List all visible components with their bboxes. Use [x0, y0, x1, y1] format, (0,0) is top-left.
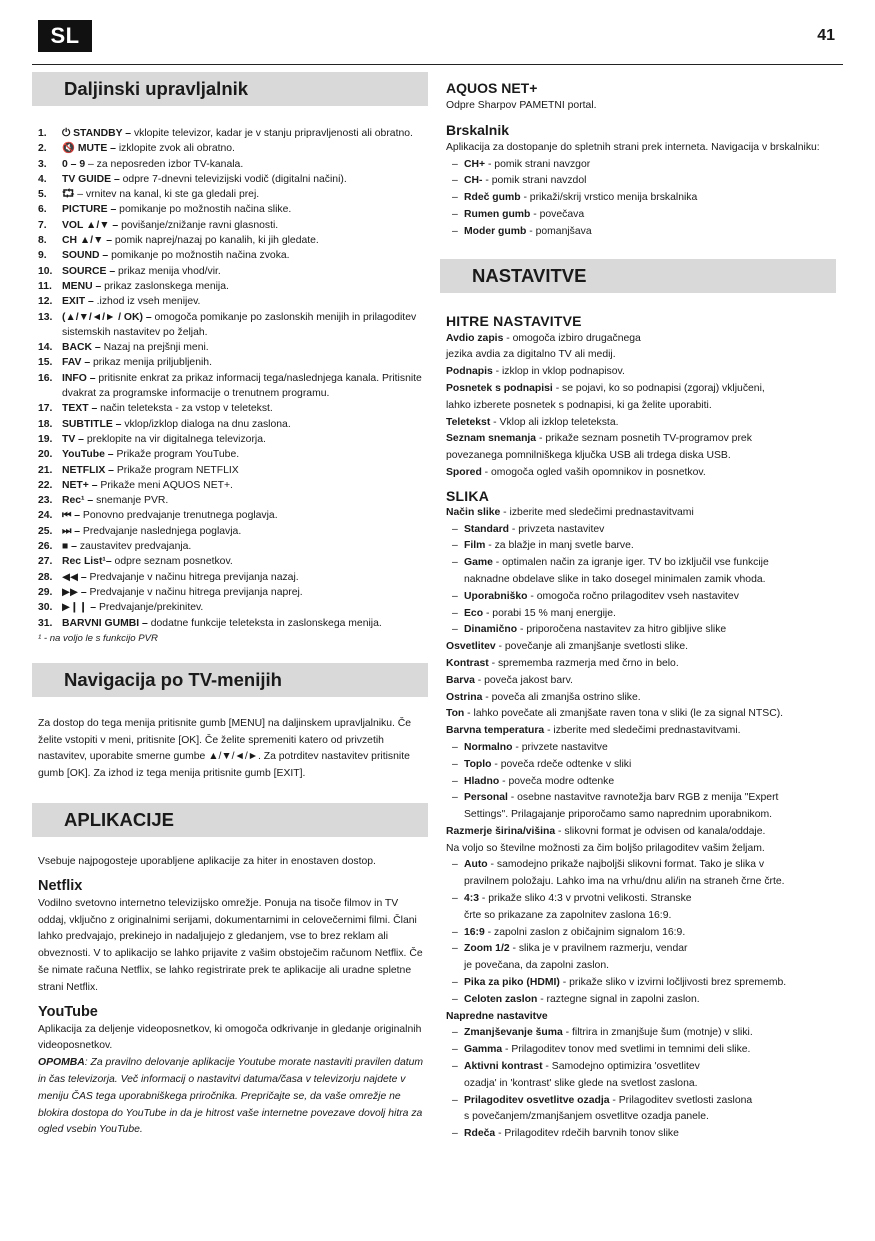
quick-setting-cont: lahko izberete posnetek s podnapisi, ki ga želite uporabiti. [446, 399, 712, 411]
remote-key-name: (▲/▼/◄/► / OK) – [62, 311, 152, 323]
picture-setting-desc: - sprememba razmerja med črno in belo. [488, 657, 679, 669]
remote-key-name: PICTURE – [62, 204, 117, 216]
item-number: 24. [38, 510, 53, 522]
remote-key-name: BARVNI GUMBI – [62, 617, 148, 629]
remote-key-icon: ⏮ [62, 510, 72, 522]
remote-key-name: MUTE – [74, 143, 116, 155]
quick-settings-heading: HITRE NASTAVITVE [446, 312, 582, 329]
picture-mode-key: Game [464, 557, 493, 569]
remote-key-name: SOUND – [62, 250, 109, 262]
color-temp [446, 740, 836, 757]
remote-item [38, 570, 428, 585]
picture-mode [446, 622, 836, 639]
aspect-line [440, 824, 836, 841]
apps-intro: Vsebuje najpogosteje uporabljene aplikacije za hiter in enostaven dostop. [38, 855, 376, 867]
item-number: 2. [38, 143, 47, 155]
advanced-option-key: Rdeča [464, 1128, 496, 1140]
remote-key-icon: ⮔ [62, 189, 75, 201]
remote-key-name: TEXT – [62, 403, 98, 415]
remote-key-desc: dodatne funkcije teleteksta in zaslonskega menija. [147, 617, 382, 629]
quick-setting-key: Avdio zapis [446, 332, 504, 344]
quick-setting [440, 415, 836, 432]
aspect-option-desc: - samodejno prikaže najboljši slikovni format. Tako je slika v [487, 859, 765, 871]
browser-controls-list [440, 157, 836, 241]
remote-key-name: FAV – [62, 357, 91, 369]
remote-key-name: NETFLIX – [62, 464, 114, 476]
color-temp-desc: - poveča modre odtenke [499, 775, 615, 787]
advanced-option-desc: - filtrira in zmanjšuje šum (motnje) v sliki. [562, 1027, 753, 1039]
quick-setting [440, 431, 836, 448]
quick-settings-list [440, 331, 836, 482]
remote-key-desc: odpre seznam posnetkov. [111, 556, 233, 568]
remote-key-desc: preklopite na vir digitalnega televizorja. [83, 433, 266, 445]
remote-item [38, 447, 428, 462]
remote-key-icon: ▶▶ [62, 586, 78, 598]
youtube-heading: YouTube [38, 1003, 98, 1020]
advanced-option-cont: s povečanjem/zmanjšanjem osvetlitve ozadja panele. [464, 1111, 709, 1123]
header-rule [32, 64, 843, 65]
item-number: 9. [38, 250, 47, 262]
picture-mode [446, 589, 836, 606]
aspect-option-key: Auto [464, 859, 488, 871]
picture-setting-desc: - povečanje ali zmanjšanje svetlosti slike. [495, 641, 688, 653]
advanced-option-desc: - Prilagoditev tonov med svetlimi in temnimi deli slike. [502, 1044, 751, 1056]
browser-item-desc: - pomik strani navzdol [482, 175, 587, 187]
left-column [32, 72, 428, 1139]
remote-item [38, 401, 428, 416]
picture-setting-desc: - poveča jakost barv. [474, 674, 573, 686]
browser-item-key: Moder gumb [464, 225, 527, 237]
color-temp [446, 757, 836, 774]
item-number: 13. [38, 311, 53, 323]
remote-key-desc: vklopite televizor, kadar je v stanju pripravljenosti ali obratno. [131, 128, 413, 139]
remote-key-desc: Nazaj na prejšnji meni. [100, 342, 209, 354]
aspect-option-desc: - slika je v pravilnem razmerju, vendar [509, 943, 688, 955]
picture-setting [440, 656, 836, 673]
quick-setting-desc: - Vklop ali izklop teleteksta. [490, 416, 619, 428]
aquos-heading: AQUOS NET+ [446, 80, 538, 96]
color-temp-desc: - poveča rdeče odtenke v sliki [491, 758, 632, 770]
remote-key-name: 0 – 9 [62, 158, 86, 170]
browser-item [446, 207, 836, 224]
picture-setting [440, 723, 836, 740]
advanced-option [446, 1093, 836, 1110]
remote-key-name: VOL ▲/▼ – [62, 219, 119, 231]
picture-setting-key: Ton [446, 708, 465, 720]
remote-item [38, 141, 428, 156]
item-number: 7. [38, 219, 47, 231]
item-number: 10. [38, 265, 53, 277]
aspect-option-desc: - prikaže sliko 4:3 v prvotni velikosti. Stranske [479, 893, 692, 905]
remote-key-desc: pomik naprej/nazaj po kanalih, ki jih gledate. [112, 235, 319, 247]
item-number: 4. [38, 173, 47, 185]
picture-mode [446, 555, 836, 572]
picture-mode-desc: - porabi 15 % manj energije. [483, 607, 616, 619]
page-number: 41 [817, 27, 835, 44]
remote-key-name: – [68, 541, 77, 553]
item-number: 31. [38, 617, 53, 629]
color-temp-desc: - osebne nastavitve ravnotežja barv RGB z menija "Expert [507, 792, 779, 804]
advanced-option-key: Zmanjševanje šuma [464, 1027, 563, 1039]
color-temp-key: Toplo [464, 758, 492, 770]
remote-key-icon: ◀◀ [62, 571, 78, 583]
netflix-heading: Netflix [38, 877, 83, 894]
quick-setting-key: Spored [446, 466, 482, 478]
color-temp-list [440, 740, 836, 824]
remote-item [38, 600, 428, 615]
picture-adjust-list [440, 639, 836, 740]
remote-item [38, 508, 428, 523]
netflix-text: Vodilno svetovno internetno televizijsko omrežje. Ponuja na tisoče filmov in TV oddaj, vključno z originalnimi serijami, dokumentarnimi in celovečernimi filmi. Člani lahko predvajajo, prekinejo in nadaljujejo z gledanjem, vse to brez reklam ali obveznosti. V to aplikacijo se lahko prijavite z vašim obstoječim računom Netflix. Če še nimate računa Netflix, se lahko registrirate prek te aplikacije ali uradne spletne strani Netflix. [38, 897, 423, 993]
remote-key-desc: prikaz zaslonskega menija. [101, 280, 229, 292]
picture-setting [440, 706, 836, 723]
remote-key-desc: omogoča pomikanje po zaslonskih menijih in prilagoditev sistemskih nastavitev po željah. [62, 311, 417, 338]
remote-key-desc: prikaz menija priljubljenih. [90, 357, 212, 369]
remote-key-name: SUBTITLE – [62, 418, 122, 430]
browser-item [446, 190, 836, 207]
language-badge: SL [38, 20, 92, 52]
remote-key-name: Rec List¹– [62, 556, 112, 568]
remote-key-desc: povišanje/znižanje ravni glasnosti. [118, 219, 279, 231]
item-number: 1. [38, 128, 47, 139]
remote-key-icon: ▶❙❙ [62, 602, 88, 614]
aspect-option [446, 975, 836, 992]
remote-key-name: BACK – [62, 342, 101, 354]
aspect-option-key: 4:3 [464, 893, 480, 905]
advanced-option-key: Gamma [464, 1044, 503, 1056]
browser-item-desc: - pomik strani navzgor [485, 158, 591, 170]
picture-mode-key: Eco [464, 607, 484, 619]
item-number: 25. [38, 525, 53, 537]
picture-mode-desc: - priporočena nastavitev za hitro gibljive slike [517, 624, 727, 636]
quick-setting [440, 465, 836, 482]
remote-key-name: – [77, 586, 87, 598]
remote-key-name: – [71, 525, 81, 537]
color-temp-desc: - privzete nastavitve [512, 741, 608, 753]
quick-setting-desc: - izklop in vklop podnapisov. [492, 366, 625, 378]
item-number: 15. [38, 357, 53, 369]
navigation-section-title: Navigacija po TV-menijih [32, 663, 428, 697]
remote-item [38, 478, 428, 493]
item-number: 18. [38, 418, 53, 430]
advanced-option [446, 1059, 836, 1076]
remote-item [38, 417, 428, 432]
remote-key-desc: Predvajanje v načinu hitrega previjanja naprej. [86, 586, 303, 598]
advanced-option-desc: - Prilagoditev svetlosti zaslona [609, 1094, 753, 1106]
remote-item [38, 463, 428, 478]
remote-key-name: TV – [62, 433, 84, 445]
picture-mode-desc: - izberite med sledečimi prednastavitvami [500, 506, 694, 518]
picture-setting-desc: - izberite med sledečimi prednastavitvami. [544, 725, 741, 737]
remote-item [38, 264, 428, 279]
remote-key-desc: Predvajanje v načinu hitrega previjanja nazaj. [86, 571, 299, 583]
remote-key-name: SOURCE – [62, 265, 116, 277]
color-temp-cont: Settings". Prilagajanje priporočamo samo naprednim uporabnikom. [464, 809, 773, 821]
quick-setting-desc: - prikaže seznam posnetih TV-programov prek [536, 433, 752, 445]
picture-setting [440, 690, 836, 707]
item-number: 20. [38, 449, 53, 461]
picture-mode-key: Način slike [446, 506, 501, 518]
remote-key-name: TV GUIDE – [62, 173, 120, 185]
picture-heading: SLIKA [446, 487, 489, 504]
aspect-option [446, 857, 836, 874]
browser-heading: Brskalnik [446, 121, 510, 138]
youtube-note [32, 1055, 428, 1139]
picture-mode-key: Film [464, 540, 486, 552]
item-number: 30. [38, 602, 53, 614]
color-temp [446, 774, 836, 791]
quick-setting-desc: - omogoča ogled vaših opomnikov in posnetkov. [481, 466, 706, 478]
color-temp-key: Hladno [464, 775, 500, 787]
aspect-option-desc: - zapolni zaslon z običajnim signalom 16:9. [484, 926, 686, 938]
remote-item [38, 432, 428, 447]
aspect-option [446, 891, 836, 908]
item-number: 5. [38, 189, 47, 201]
item-number: 23. [38, 495, 53, 507]
browser-item-key: CH+ [464, 158, 486, 170]
item-number: 29. [38, 586, 53, 598]
picture-setting-key: Ostrina [446, 691, 483, 703]
aspect-option [446, 941, 836, 958]
remote-item [38, 187, 428, 202]
remote-item [38, 279, 428, 294]
remote-item [38, 248, 428, 263]
item-number: 21. [38, 464, 53, 476]
aspect-option-desc: - raztegne signal in zapolni zaslon. [537, 993, 700, 1005]
remote-key-icon: ⏭ [62, 525, 72, 537]
item-number: 22. [38, 479, 53, 491]
advanced-option [446, 1042, 836, 1059]
advanced-option [446, 1025, 836, 1042]
remote-key-name: INFO – [62, 372, 96, 384]
pvr-footnote: ¹ - na voljo le s funkcijo PVR [38, 632, 158, 644]
item-number: 17. [38, 403, 53, 415]
picture-modes-list [440, 522, 836, 640]
remote-item [38, 202, 428, 217]
remote-key-desc: – vrnitev na kanal, ki ste ga gledali prej. [74, 189, 260, 201]
remote-key-name: EXIT – [62, 296, 94, 308]
color-temp-key: Personal [464, 792, 508, 804]
advanced-settings-list [440, 1025, 836, 1143]
quick-setting-key: Teletekst [446, 416, 491, 428]
aspect-option-cont: pravilnem položaju. Lahko ima na vrhu/dnu ali/in na straneh črne črte. [464, 876, 785, 888]
advanced-option-desc: - Samodejno optimizira 'osvetlitev [542, 1061, 700, 1073]
remote-key-desc: Prikaže program YouTube. [113, 449, 240, 461]
remote-key-desc: .izhod iz vseh menijev. [93, 296, 201, 308]
right-column [440, 72, 836, 1143]
remote-key-name: CH ▲/▼ – [62, 235, 113, 247]
aspect-ratio-list [440, 857, 836, 1008]
aspect-text: Na voljo so številne možnosti za čim boljšo prilagoditev vašim željam. [446, 842, 765, 854]
remote-item [38, 157, 428, 172]
picture-mode-key: Standard [464, 523, 510, 535]
picture-setting [440, 673, 836, 690]
browser-item-key: Rdeč gumb [464, 192, 521, 204]
remote-key-name: NET+ – [62, 479, 98, 491]
remote-item [38, 294, 428, 309]
remote-key-name: MENU – [62, 280, 102, 292]
remote-key-desc: Predvajanje naslednjega poglavja. [80, 525, 242, 537]
picture-mode-desc: - optimalen način za igranje iger. TV bo izključil vse funkcije [492, 557, 769, 569]
picture-setting-desc: - poveča ali zmanjša ostrino slike. [482, 691, 641, 703]
item-number: 11. [38, 280, 52, 292]
remote-key-desc: Predvajanje/prekinitev. [96, 602, 204, 614]
remote-key-desc: zaustavitev predvajanja. [76, 541, 192, 553]
remote-item [38, 233, 428, 248]
quick-setting-cont: povezanega pomnilniškega ključka USB ali trdega diska USB. [446, 450, 731, 462]
remote-key-desc: pomikanje po možnostih načina slike. [116, 204, 292, 216]
settings-section-title: NASTAVITVE [440, 259, 836, 293]
aspect-desc: - slikovni format je odvisen od kanala/oddaje. [555, 825, 766, 837]
quick-setting [440, 381, 836, 398]
advanced-heading: Napredne nastavitve [446, 1010, 548, 1022]
remote-key-desc: snemanje PVR. [93, 495, 169, 507]
browser-item-key: CH- [464, 175, 483, 187]
remote-key-name: YouTube – [62, 449, 114, 461]
picture-mode [446, 538, 836, 555]
advanced-option-key: Prilagoditev osvetlitve ozadja [464, 1094, 610, 1106]
remote-key-desc: odpre 7-dnevni televizijski vodič (digitalni načini). [119, 173, 347, 185]
remote-item [38, 585, 428, 600]
advanced-option-key: Aktivni kontrast [464, 1061, 543, 1073]
item-number: 6. [38, 204, 47, 216]
aspect-option-key: 16:9 [464, 926, 485, 938]
picture-setting-key: Kontrast [446, 657, 489, 669]
remote-item [38, 539, 428, 554]
quick-setting [440, 331, 836, 348]
browser-item-desc: - povečava [530, 208, 585, 220]
picture-mode-key: Dinamično [464, 624, 518, 636]
remote-key-desc: Ponovno predvajanje trenutnega poglavja. [80, 510, 278, 522]
remote-key-desc: prikaz menija vhod/vir. [115, 265, 221, 277]
item-number: 3. [38, 158, 47, 170]
browser-text: Aplikacija za dostopanje do spletnih strani prek interneta. Navigacija v brskalniku: [446, 141, 820, 153]
remote-key-name: Rec¹ – [62, 495, 94, 507]
apps-section-title: APLIKACIJE [32, 803, 428, 837]
remote-key-name: – [87, 602, 97, 614]
remote-item [38, 172, 428, 187]
remote-section-title: Daljinski upravljalnik [32, 72, 428, 106]
browser-item-desc: - pomanjšava [526, 225, 592, 237]
remote-key-desc: način teleteksta - za vstop v teletekst. [97, 403, 273, 415]
picture-mode-desc: - privzeta nastavitev [509, 523, 605, 535]
remote-item [38, 340, 428, 355]
aspect-option-key: Zoom 1/2 [464, 943, 510, 955]
aquos-text: Odpre Sharpov PAMETNI portal. [446, 100, 597, 111]
navigation-text: Za dostop do tega menija pritisnite gumb [MENU] na daljinskem upravljalniku. Če želite vstopiti v meni, pritisnite [OK]. Če želite spremeniti katero od privzetih nastavitev, uporabite smerne gumbe ▲/▼/◄/►. Za potrditev nastavitev pritisnite gumb [OK]. Za izhod iz tega menija pritisnite gumb [EXIT]. [38, 717, 412, 780]
browser-item-desc: - prikaži/skrij vrstico menija brskalnika [520, 192, 698, 204]
quick-setting [440, 364, 836, 381]
item-number: 27. [38, 556, 53, 568]
remote-item [38, 310, 428, 341]
aspect-option [446, 992, 836, 1009]
picture-mode-cont: naknadne obdelave slike in tako dosegel minimalen zamik vhoda. [464, 573, 766, 585]
remote-item [38, 554, 428, 569]
picture-mode-key: Uporabniško [464, 590, 528, 602]
aspect-option [446, 925, 836, 942]
item-number: 28. [38, 571, 53, 583]
remote-key-list [32, 126, 428, 631]
browser-item [446, 157, 836, 174]
remote-item [38, 616, 428, 631]
aspect-option-desc: - prikaže sliko v izvirni ločljivosti brez sprememb. [559, 977, 787, 989]
remote-key-icon: ⏻ [62, 128, 71, 139]
item-number: 14. [38, 342, 53, 354]
remote-item [38, 218, 428, 233]
remote-key-name: – [77, 571, 87, 583]
quick-setting-desc: - omogoča izbiro drugačnega [503, 332, 641, 344]
quick-setting-key: Seznam snemanja [446, 433, 537, 445]
remote-key-desc: pomikanje po možnostih načina zvoka. [108, 250, 290, 262]
remote-key-icon: 🔇 [62, 143, 75, 155]
picture-setting-key: Barva [446, 674, 475, 686]
picture-setting [440, 639, 836, 656]
remote-key-desc: – za neposreden izbor TV-kanala. [85, 158, 244, 170]
item-number: 19. [38, 433, 53, 445]
picture-setting-key: Barvna temperatura [446, 725, 545, 737]
remote-key-name: – [71, 510, 81, 522]
color-temp [446, 790, 836, 807]
picture-setting-key: Osvetlitev [446, 641, 496, 653]
advanced-option-cont: ozadja' in 'kontrast' slike glede na svetlost zaslona. [464, 1077, 698, 1089]
advanced-option-desc: - Prilagoditev rdečih barvnih tonov slike [495, 1128, 679, 1140]
quick-setting-key: Posnetek s podnapisi [446, 382, 553, 394]
picture-mode-line [440, 505, 836, 522]
quick-setting-desc: - se pojavi, ko so podnapisi (zgoraj) vključeni, [552, 382, 765, 394]
picture-mode-desc: - omogoča ročno prilagoditev vseh nastavitev [527, 590, 739, 602]
browser-item [446, 173, 836, 190]
remote-item [38, 355, 428, 370]
remote-item [38, 126, 428, 141]
aspect-option-key: Pika za piko (HDMI) [464, 977, 560, 989]
remote-key-desc: Prikaže meni AQUOS NET+. [97, 479, 233, 491]
remote-key-icon: ■ [62, 541, 69, 553]
advanced-option [446, 1126, 836, 1143]
item-number: 12. [38, 296, 53, 308]
remote-item [38, 493, 428, 508]
item-number: 26. [38, 541, 53, 553]
youtube-text: Aplikacija za deljenje videoposnetkov, ki omogoča odkrivanje in gledanje originalnih videoposnetkov. [38, 1023, 422, 1052]
item-number: 8. [38, 235, 47, 247]
remote-key-desc: pritisnite enkrat za prikaz informacij tega/naslednjega kanala. Pritisnite dvakrat za programske informacije o trenutnem programu. [62, 372, 422, 400]
aspect-option-key: Celoten zaslon [464, 993, 538, 1005]
browser-item-key: Rumen gumb [464, 208, 531, 220]
item-number: 16. [38, 372, 53, 384]
picture-mode-desc: - za blažje in manj svetle barve. [485, 540, 634, 552]
note-text: : Za pravilno delovanje aplikacije Youtube morate nastaviti pravilen datum in čas televizorja. Več informacij o nastavitvi datuma/časa v televizorju najdete v meniju ČAS tega uporabniškega priročnika. Prepričajte se, da vaše omrežje ne blokira dostopa do YouTube in da je hitrost vaše internetne povezave dovolj hitra za ogled vsebin YouTube. [38, 1057, 424, 1136]
picture-mode [446, 606, 836, 623]
quick-setting-key: Podnapis [446, 366, 493, 378]
quick-setting-cont: jezika avdia za digitalno TV ali medij. [446, 349, 616, 361]
picture-mode [446, 522, 836, 539]
color-temp-key: Normalno [464, 741, 513, 753]
aspect-key: Razmerje širina/višina [446, 825, 556, 837]
aspect-option-cont: črte so prikazane za zapolnitev zaslona 16:9. [464, 909, 672, 921]
remote-key-desc: vklop/izklop dialoga na dnu zaslona. [121, 418, 291, 430]
browser-item [446, 224, 836, 241]
remote-key-name: STANDBY – [70, 128, 132, 139]
aspect-option-cont: je povečana, da zapolni zaslon. [464, 960, 609, 972]
remote-item [38, 371, 428, 402]
note-label: OPOMBA [38, 1057, 85, 1069]
remote-key-desc: izklopite zvok ali obratno. [115, 143, 235, 155]
remote-key-desc: Prikaže program NETFLIX [113, 464, 239, 476]
picture-setting-desc: - lahko povečate ali zmanjšate raven tona v sliki (le za signal NTSC). [464, 708, 784, 720]
remote-item [38, 524, 428, 539]
